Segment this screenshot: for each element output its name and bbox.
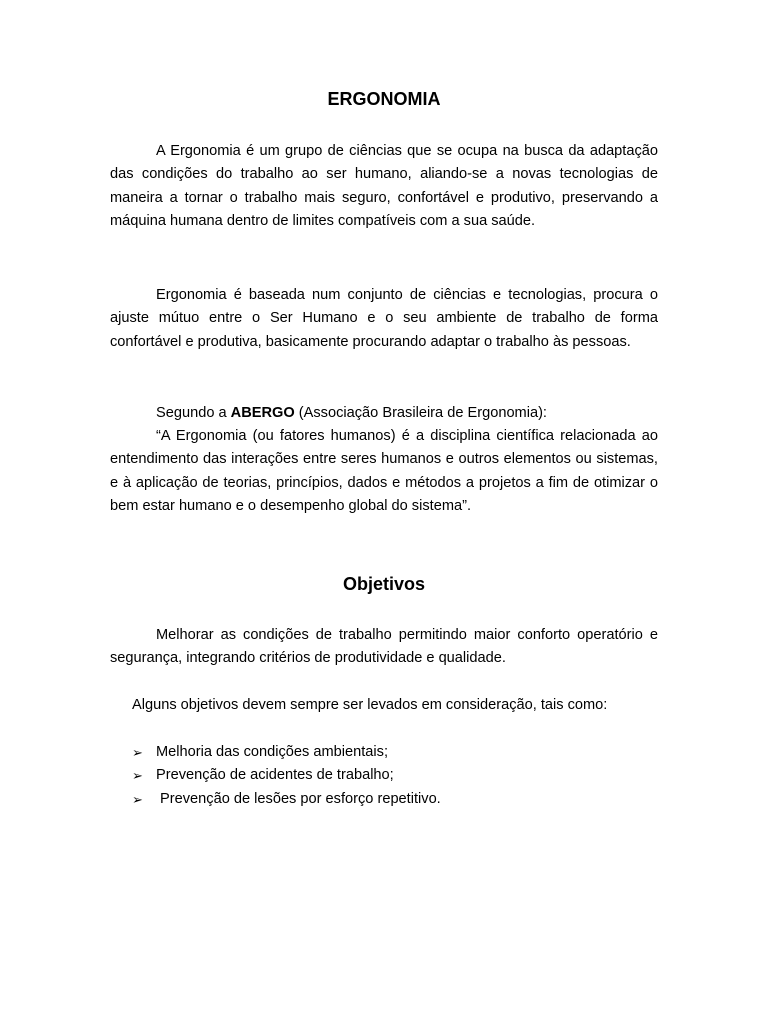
abergo-name: ABERGO <box>230 405 295 421</box>
document-title: ERGONOMIA <box>327 89 441 109</box>
abergo-intro <box>110 402 658 425</box>
paragraph-basis: Ergonomia é baseada num conjunto de ciências e tecnologias, procura o ajuste mútuo entre o Ser Humano e o seu ambiente de trabalho de forma confortável e produtiva, basicamente procurando adaptar o trabalho às pessoas. <box>110 287 658 350</box>
objectives-list <box>132 741 441 811</box>
list-item-text: Prevenção de acidentes de trabalho; <box>156 767 394 784</box>
abergo-intro-suffix: (Associação Brasileira de Ergonomia): <box>294 405 547 421</box>
list-item-text: Melhoria das condições ambientais; <box>156 744 389 760</box>
arrow-bullet-icon: ➢ <box>132 791 143 807</box>
objectives-intro: Alguns objetivos devem sempre ser levados em consideração, tais como: <box>132 697 608 713</box>
list-item <box>132 764 441 787</box>
objectives-paragraph: Melhorar as condições de trabalho permitindo maior conforto operatório e segurança, integrando critérios de produtividade e qualidade. <box>110 627 658 667</box>
list-item-text: Prevenção de lesões por esforço repetitivo. <box>156 790 441 807</box>
list-item <box>132 741 441 764</box>
arrow-bullet-icon: ➢ <box>132 768 143 784</box>
arrow-bullet-icon: ➢ <box>132 745 143 760</box>
paragraph-definition: A Ergonomia é um grupo de ciências que se ocupa na busca da adaptação das condições do trabalho ao ser humano, aliando-se a novas tecnologias de maneira a tornar o trabalho mais seguro, confortável e produtivo, preservando a máquina humana dentro de limites compatíveis com a sua saúde. <box>110 143 658 230</box>
section-title-objectives: Objetivos <box>342 574 426 594</box>
abergo-intro-prefix: Segundo a <box>156 405 231 421</box>
abergo-quote: “A Ergonomia (ou fatores humanos) é a disciplina científica relacionada ao entendimento das interações entre seres humanos e outros elementos ou sistemas, e à aplicação de teorias, princípios, dados e métodos a projetos a fim de otimizar o bem estar humano e o desempenho global do sistema”. <box>110 428 658 515</box>
list-item <box>132 788 441 811</box>
